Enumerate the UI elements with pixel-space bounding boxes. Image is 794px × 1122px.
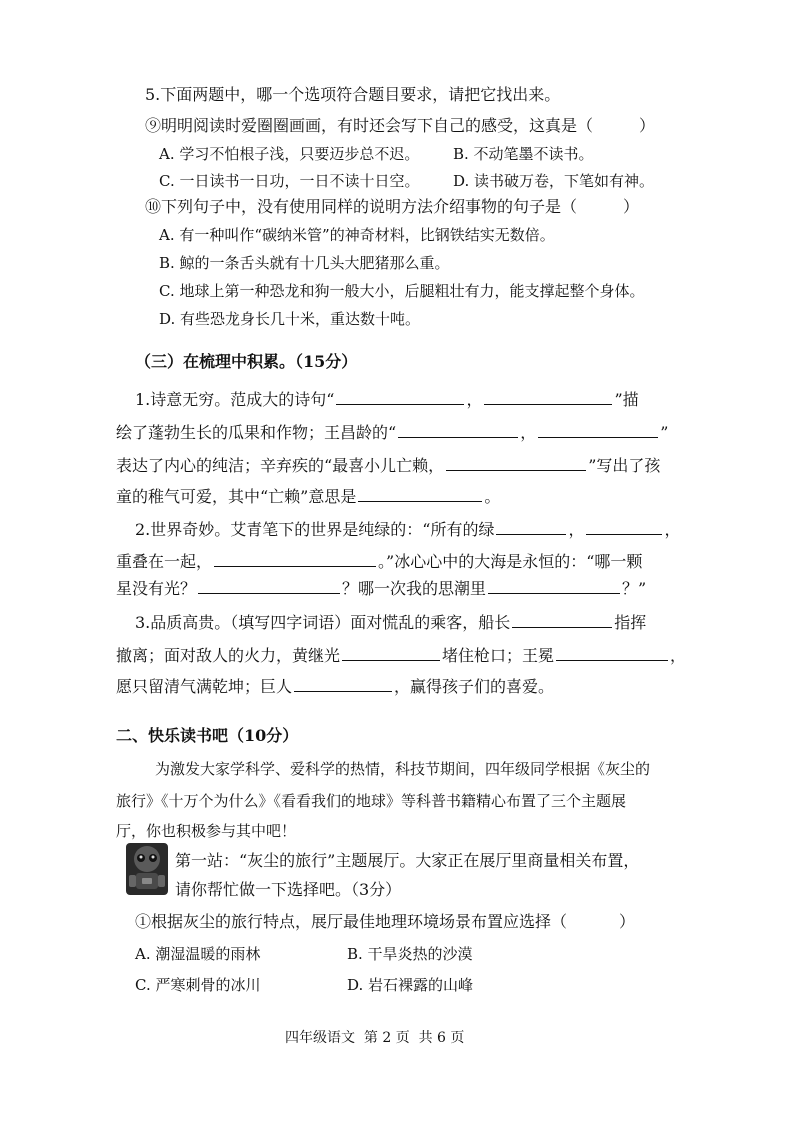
q2-line-1 xyxy=(135,519,680,541)
q10-option-a: A. 有一种叫作“碳纳米管”的神奇材料，比钢铁结实无数倍。 xyxy=(159,226,555,244)
station-1-line-1: 第一站：“灰尘的旅行”主题展厅。大家正在展厅里商量相关布置， xyxy=(175,851,640,870)
q2-line-3 xyxy=(116,578,646,600)
blank-fan-2[interactable] xyxy=(484,389,612,405)
q9-option-c: C. 一日读书一日功，一日不读十日空。 xyxy=(159,172,420,190)
q3-l2-mid: 堵住枪口；王冕 xyxy=(442,646,555,665)
station-q1-option-d: D. 岩石裸露的山峰 xyxy=(347,976,474,994)
q3-l2-end: ， xyxy=(670,646,687,665)
section-reading-title: 二、快乐读书吧（10分） xyxy=(116,726,299,745)
q3-line-2 xyxy=(116,645,686,667)
q3-l1-end: 指挥 xyxy=(614,613,647,632)
q10-option-c: C. 地球上第一种恐龙和狗一般大小，后腿粗壮有力，能支撑起整个身体。 xyxy=(159,282,645,300)
q2-l2-end: 。”冰心心中的大海是永恒的：“哪一颗 xyxy=(378,552,643,571)
q2-line-2 xyxy=(116,551,642,573)
question-10-close: ） xyxy=(623,197,640,216)
q1-line-4 xyxy=(116,486,500,508)
blank-xin[interactable] xyxy=(446,455,586,471)
q1-line-1 xyxy=(135,389,639,411)
q1-l1-text: 1.诗意无穷。范成大的诗句“ xyxy=(135,390,335,409)
q1-l4-text: 童的稚气可爱，其中“亡赖”意思是 xyxy=(116,487,357,506)
q2-l3-end: ？” xyxy=(622,579,647,598)
reading-intro-1: 为激发大家学科学、爱科学的热情，科技节期间，四年级同学根据《灰尘的 xyxy=(155,760,651,778)
page-footer: 四年级语文 第 2 页 共 6 页 xyxy=(285,1030,465,1046)
q2-l1-end: ， xyxy=(664,520,681,539)
question-9-text: ⑨明明阅读时爱圈圈画画，有时还会写下自己的感受，这真是（ xyxy=(145,116,594,135)
station-1-line-2: 请你帮忙做一下选择吧。（3分） xyxy=(175,880,402,899)
q10-option-b: B. 鲸的一条舌头就有十几头大肥猪那么重。 xyxy=(159,254,450,272)
q3-l2-text: 撤离；面对敌人的火力，黄继光 xyxy=(116,646,341,665)
q3-line-3 xyxy=(116,676,554,698)
blank-wang-1[interactable] xyxy=(398,422,518,438)
section-3-title: （三）在梳理中积累。（15分） xyxy=(135,352,358,371)
blank-green-2[interactable] xyxy=(586,519,662,535)
q3-l3-end: ，赢得孩子们的喜爱。 xyxy=(394,677,555,696)
blank-giant[interactable] xyxy=(294,676,392,692)
station-q1-option-b: B. 干旱炎热的沙漠 xyxy=(347,945,473,963)
blank-wang-2[interactable] xyxy=(538,422,658,438)
reading-intro-3: 厅，你也积极参与其中吧！ xyxy=(116,822,297,840)
question-10-text: ⑩下列句子中，没有使用同样的说明方法介绍事物的句子是（ xyxy=(145,197,578,216)
q9-option-a: A. 学习不怕根子浅，只要迈步总不迟。 xyxy=(159,145,420,163)
question-9-close: ） xyxy=(639,116,656,135)
blank-star[interactable] xyxy=(198,578,340,594)
q1-l3-text: 表达了内心的纯洁；辛弃疾的“最喜小儿亡赖， xyxy=(116,456,445,475)
q10-option-d: D. 有些恐龙身长几十米，重达数十吨。 xyxy=(159,310,421,328)
question-10-stem xyxy=(145,196,639,218)
q3-line-1 xyxy=(135,612,646,634)
station-q1-stem xyxy=(135,911,635,933)
station-q1-close: ） xyxy=(619,912,636,931)
q1-l2-text: 绘了蓬勃生长的瓜果和作物；王昌龄的“ xyxy=(116,423,397,442)
q2-l1-text: 2.世界奇妙。艾青笔下的世界是纯绿的：“所有的绿 xyxy=(135,520,495,539)
q3-l3-text: 愿只留清气满乾坤；巨人 xyxy=(116,677,293,696)
q1-line-2 xyxy=(116,422,668,444)
station-q1-text: ①根据灰尘的旅行特点，展厅最佳地理环境场景布置应选择（ xyxy=(135,912,568,931)
q2-l3-text: 星没有光？ xyxy=(116,579,197,598)
q2-l2-text: 重叠在一起， xyxy=(116,552,213,571)
station-q1-option-a: A. 潮湿温暖的雨林 xyxy=(135,945,261,963)
blank-wangmian[interactable] xyxy=(556,645,668,661)
robot-mascot-icon xyxy=(126,843,168,895)
q1-l3-end: ”写出了孩 xyxy=(588,456,661,475)
blank-fan-1[interactable] xyxy=(336,389,464,405)
q1-l1-end: ”描 xyxy=(614,390,639,409)
q1-l4-end: 。 xyxy=(484,487,501,506)
question-9-stem xyxy=(145,115,655,137)
q3-l1-text: 3.品质高贵。（填写四字词语）面对慌乱的乘客，船长 xyxy=(135,613,511,632)
q1-l2-end: ” xyxy=(660,423,669,442)
reading-intro-2: 旅行》《十万个为什么》《看看我们的地球》等科普书籍精心布置了三个主题展 xyxy=(116,792,627,810)
q9-option-b: B. 不动笔墨不读书。 xyxy=(453,145,594,163)
q1-l1-comma: ， xyxy=(466,390,483,409)
q1-line-3 xyxy=(116,455,660,477)
instruction-5: 5.下面两题中，哪一个选项符合题目要求，请把它找出来。 xyxy=(145,85,561,104)
q2-l3-mid: ？哪一次我的思潮里 xyxy=(342,579,487,598)
blank-meaning[interactable] xyxy=(358,486,482,502)
station-q1-option-c: C. 严寒刺骨的冰川 xyxy=(135,976,261,994)
q1-l2-comma: ， xyxy=(520,423,537,442)
blank-green-1[interactable] xyxy=(496,519,566,535)
q9-option-d: D. 读书破万卷，下笔如有神。 xyxy=(453,172,655,190)
blank-green-3[interactable] xyxy=(214,551,376,567)
q2-l1-comma: ， xyxy=(568,520,585,539)
blank-huang[interactable] xyxy=(342,645,440,661)
blank-tide[interactable] xyxy=(488,578,620,594)
blank-captain[interactable] xyxy=(512,612,612,628)
